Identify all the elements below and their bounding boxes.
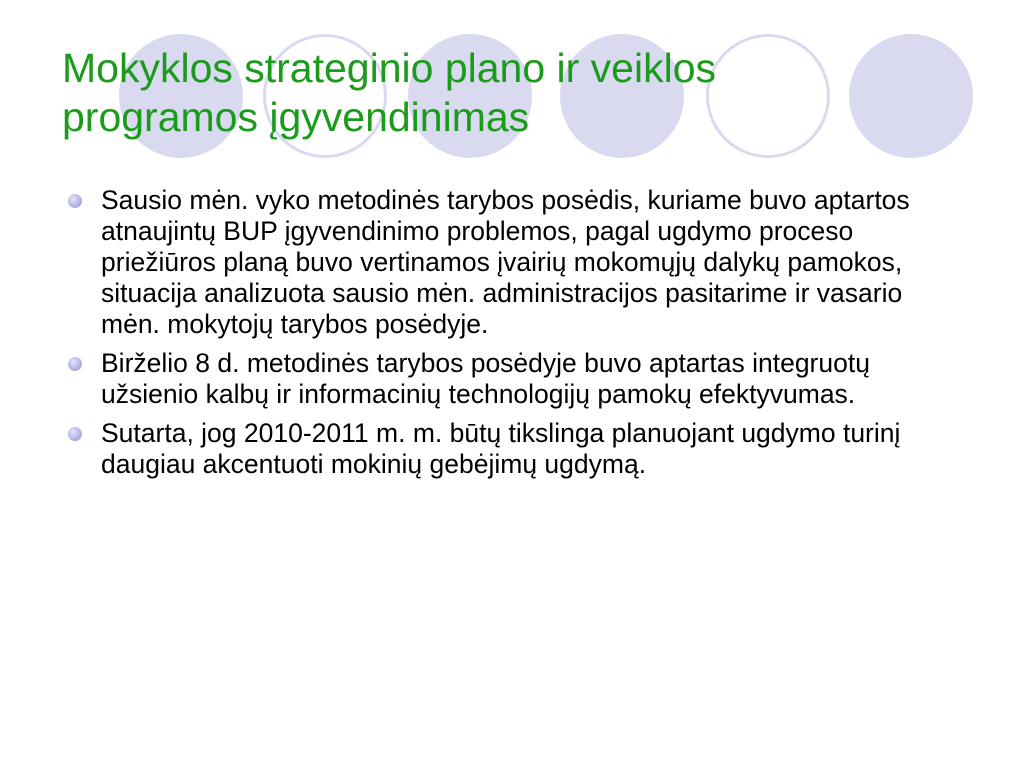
- bullet-text-3: Sutarta, jog 2010-2011 m. m. būtų tikslinga planuojant ugdymo turinį daugiau akcentuoti mokinių gebėjimų ugdymą.: [101, 418, 901, 479]
- bullet-item-1: [68, 185, 968, 340]
- bullet-list: [68, 185, 968, 488]
- bullet-item-3: [68, 418, 968, 480]
- bullet-text-2: Birželio 8 d. metodinės tarybos posėdyje buvo aptartas integruotų užsienio kalbų ir informacinių technologijų pamokų efektyvumas.: [101, 348, 870, 409]
- slide-title-line-1: Mokyklos strateginio plano ir veiklos: [62, 45, 716, 91]
- bullet-text-1: Sausio mėn. vyko metodinės tarybos posėdis, kuriame buvo aptartos atnaujintų BUP įgyvendinimo problemos, pagal ugdymo proceso priežiūros planą buvo vertinamos įvairių mokomųjų dalykų pamokos, situacija analizuota sausio mėn. administracijos pasitarime ir vasario mėn. mokytojų tarybos posėdyje.: [101, 185, 910, 339]
- bullet-dot-icon: [68, 194, 82, 208]
- bullet-dot-icon: [68, 427, 82, 441]
- bullet-item-2: [68, 348, 968, 410]
- slide-title-line-2: programos įgyvendinimas: [62, 94, 530, 140]
- slide-title: [62, 44, 962, 142]
- bullet-dot-icon: [68, 357, 82, 371]
